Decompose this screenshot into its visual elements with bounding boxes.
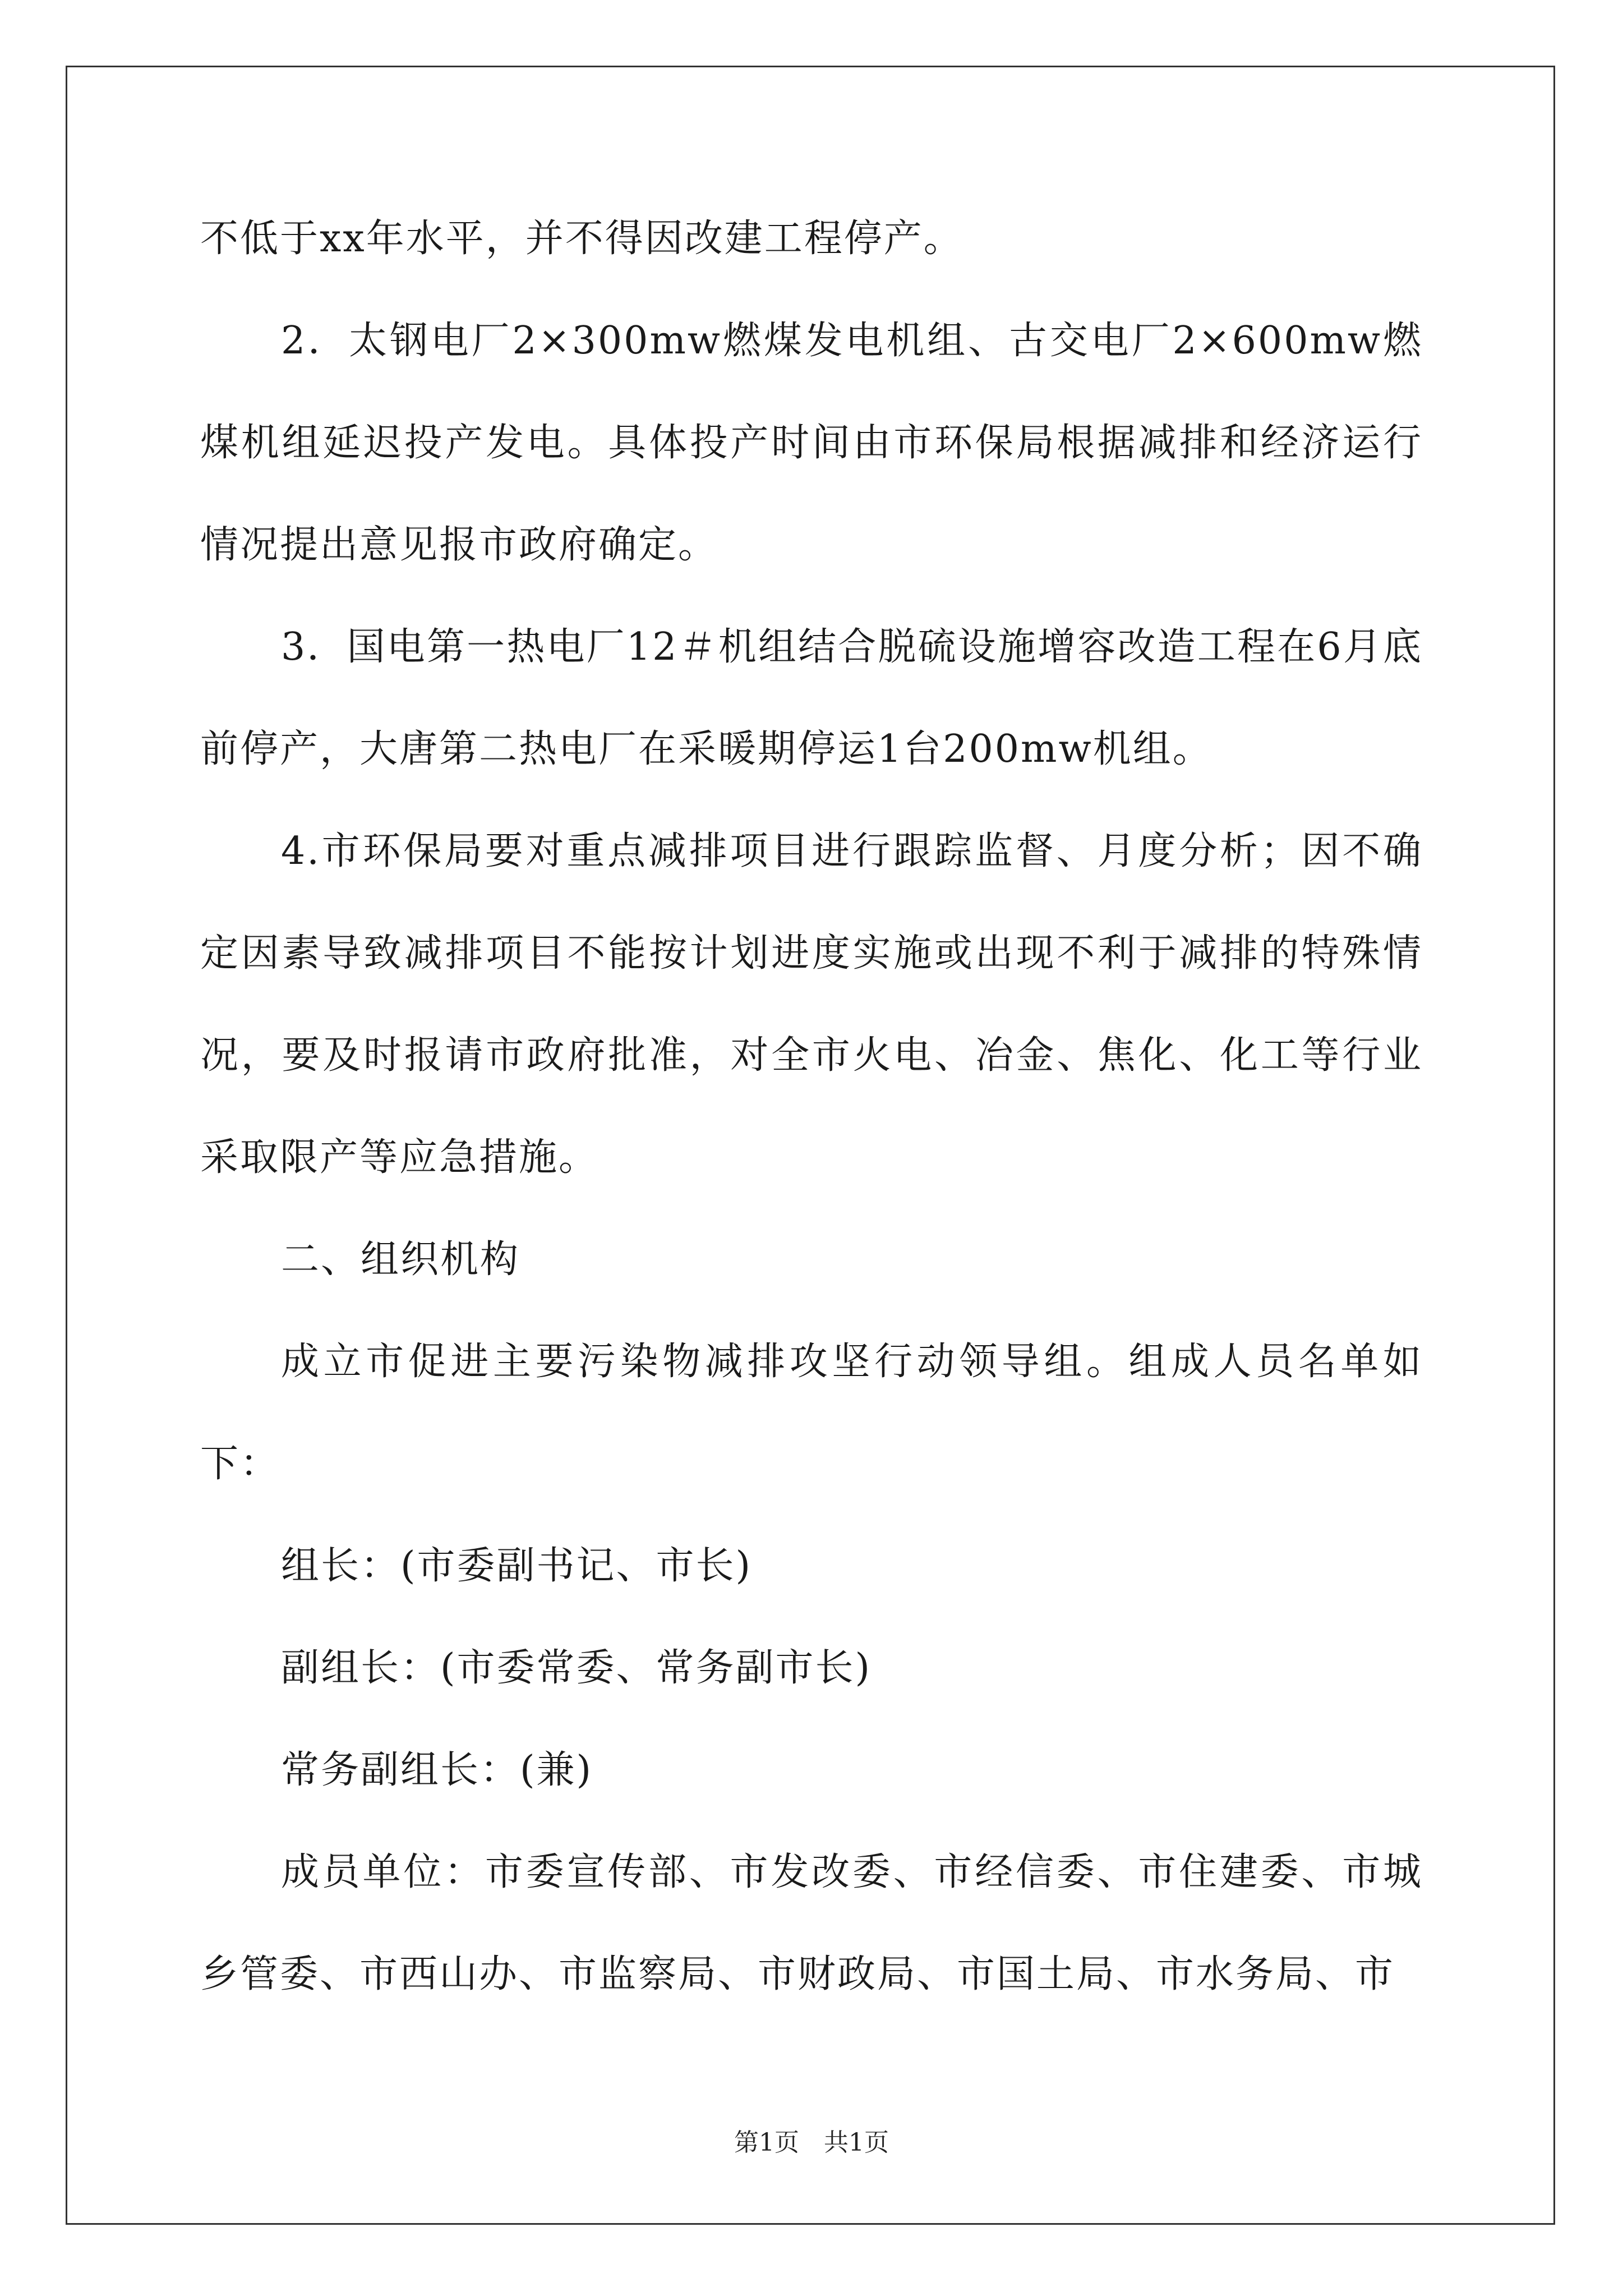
paragraph-10: 成员单位：市委宣传部、市发改委、市经信委、市住建委、市城乡管委、市西山办、市监察局、市财政局、市国土局、市水务局、市 [200,1850,1423,1996]
paragraph-9: 常务副组长：(兼) [281,1748,593,1792]
page-footer [0,2126,1623,2160]
paragraph-6: 成立市促进主要污染物减排攻坚行动领导组。组成人员名单如下： [200,1340,1423,1486]
paragraph-8: 副组长：(市委常委、常务副市长) [281,1646,872,1690]
section-heading: 二、组织机构 [281,1237,520,1282]
paragraph-4: 4.市环保局要对重点减排项目进行跟踪监督、月度分析；因不确定因素导致减排项目不能按计划进度实施或出现不利于减排的特殊情况，要及时报请市政府批准，对全市火电、冶金、焦化、化工等行业采取限产等应急措施。 [200,829,1423,1180]
paragraph-1: 不低于xx年水平，并不得因改建工程停产。 [200,217,963,261]
paragraph-3: 3．国电第一热电厂12＃机组结合脱硫设施增容改造工程在6月底前停产，大唐第二热电厂在采暖期停运1台200mw机组。 [200,625,1423,771]
page-number-label: 第1页 共1页 [734,2128,889,2157]
paragraph-7: 组长：(市委副书记、市长) [281,1544,753,1588]
paragraph-2: 2．太钢电厂2×300mw燃煤发电机组、古交电厂2×600mw燃煤机组延迟投产发电。具体投产时间由市环保局根据减排和经济运行情况提出意见报市政府确定。 [200,319,1423,567]
document-body [200,188,1423,2026]
